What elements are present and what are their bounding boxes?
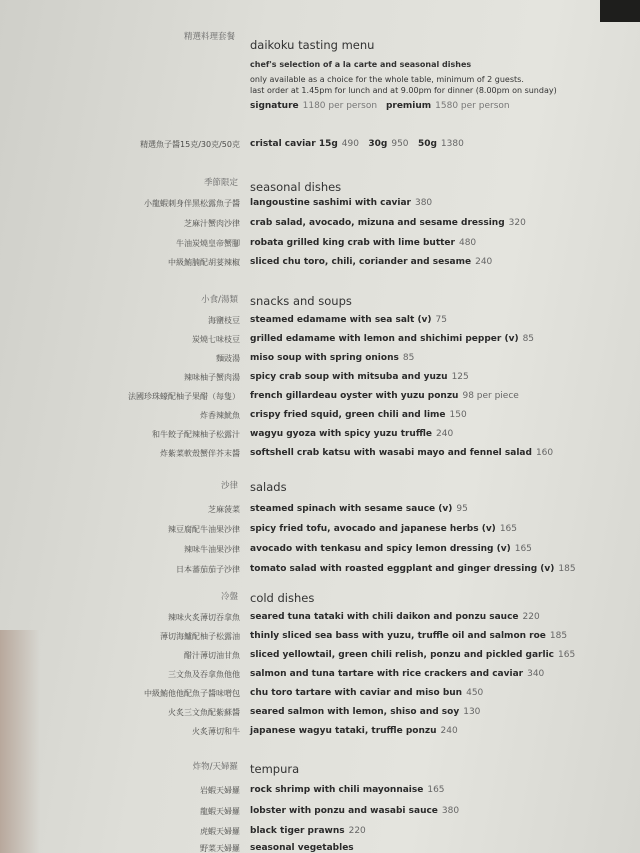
item-line bbox=[250, 391, 519, 401]
menu-item bbox=[0, 669, 640, 687]
item-line bbox=[250, 198, 432, 208]
item-price: 450 bbox=[466, 688, 484, 698]
caviar-w2: 30g bbox=[368, 139, 388, 149]
item-name: thinly sliced sea bass with yuzu, truffle oil and salmon roe bbox=[250, 631, 546, 641]
item-line bbox=[250, 429, 453, 439]
item-zh: 醋汁薄切油甘魚 bbox=[184, 651, 240, 660]
item-zh: 中級鮪他他配魚子醬味噌包 bbox=[144, 689, 240, 698]
item-price: 380 bbox=[441, 806, 460, 816]
item-zh: 辣味柚子蟹肉湯 bbox=[184, 373, 240, 382]
caviar-w3: 50g bbox=[417, 139, 437, 149]
item-name: rock shrimp with chili mayonnaise bbox=[250, 785, 424, 795]
caviar-w1: 15g bbox=[318, 139, 338, 149]
item-line bbox=[250, 353, 414, 363]
item-line bbox=[250, 564, 576, 574]
menu-item bbox=[0, 826, 640, 844]
item-zh: 火炙三文魚配紫蘇醬 bbox=[168, 708, 240, 717]
item-price: 130 bbox=[463, 707, 481, 717]
item-zh: 海鹽枝豆 bbox=[208, 316, 240, 325]
header-subtitle-text: chef's selection of a la carte and seasonal dishes bbox=[250, 60, 472, 69]
item-price: 240 bbox=[436, 429, 454, 439]
menu-item bbox=[0, 631, 640, 649]
item-name: black tiger prawns bbox=[250, 826, 345, 836]
menu-item bbox=[0, 564, 640, 582]
menu-item bbox=[0, 353, 640, 371]
item-price: 240 bbox=[475, 257, 493, 267]
item-line bbox=[250, 334, 534, 344]
item-zh: 芝麻菠菜 bbox=[208, 505, 240, 514]
item-name: steamed spinach with sesame sauce (v) bbox=[250, 504, 453, 514]
item-name: steamed edamame with sea salt (v) bbox=[250, 315, 432, 325]
item-name: salmon and tuna tartare with rice crackers and caviar bbox=[250, 669, 524, 679]
item-zh: 辣豆腐配牛油果沙律 bbox=[168, 525, 240, 534]
menu-item bbox=[0, 429, 640, 447]
item-zh: 芝麻汁蟹肉沙律 bbox=[184, 219, 240, 228]
premium-label: premium bbox=[385, 101, 432, 111]
caviar-p1: 490 bbox=[341, 139, 359, 149]
menu-item bbox=[0, 785, 640, 803]
menu-item bbox=[0, 448, 640, 466]
menu-item bbox=[0, 410, 640, 428]
menu-item bbox=[0, 504, 640, 522]
caviar-row bbox=[0, 139, 640, 157]
item-zh: 日本蕃茄茄子沙律 bbox=[176, 565, 240, 574]
signature-price: 1180 per person bbox=[302, 101, 378, 111]
item-zh: 小龍蝦刺身伴黑松露魚子醬 bbox=[144, 199, 240, 208]
item-name: sliced chu toro, chili, coriander and sesame bbox=[250, 257, 472, 267]
menu-item bbox=[0, 257, 640, 275]
menu-item bbox=[0, 524, 640, 542]
item-price: 340 bbox=[527, 669, 545, 679]
item-zh: 火炙薄切和牛 bbox=[192, 727, 240, 736]
item-name: lobster with ponzu and wasabi sauce bbox=[250, 806, 438, 816]
premium-price: 1580 per person bbox=[435, 101, 510, 111]
item-line bbox=[250, 826, 366, 836]
salads-title: salads bbox=[250, 480, 287, 494]
item-price: 165 bbox=[514, 544, 532, 554]
header-note-1: only available as a choice for the whole table, minimum of 2 guests. bbox=[250, 75, 524, 84]
item-name: french gillardeau oyster with yuzu ponzu bbox=[250, 391, 459, 401]
item-name: crab salad, avocado, mizuna and sesame dressing bbox=[250, 218, 505, 228]
item-line bbox=[250, 315, 447, 325]
item-price: 380 bbox=[414, 198, 433, 208]
item-zh: 法國珍珠蠔配柚子果醋（每隻） bbox=[128, 392, 240, 401]
menu-item bbox=[0, 198, 640, 216]
menu-item bbox=[0, 334, 640, 352]
item-line bbox=[250, 238, 476, 248]
item-line bbox=[250, 448, 553, 458]
item-zh: 辣味火炙薄切吞拿魚 bbox=[168, 613, 240, 622]
item-zh: 和牛餃子配辣柚子松露汁 bbox=[152, 430, 240, 439]
menu-item bbox=[0, 650, 640, 668]
item-name: japanese wagyu tataki, truffle ponzu bbox=[250, 726, 437, 736]
item-line bbox=[250, 726, 458, 736]
item-line bbox=[250, 669, 544, 679]
item-line bbox=[250, 612, 540, 622]
item-name: miso soup with spring onions bbox=[250, 353, 399, 363]
item-line bbox=[250, 650, 575, 660]
item-line bbox=[250, 257, 492, 267]
item-price: 160 bbox=[535, 448, 554, 458]
item-zh: 炭燒七味枝豆 bbox=[192, 335, 240, 344]
item-zh: 牛油炭燒皇帝蟹腳 bbox=[176, 239, 240, 248]
item-zh: 辣味牛油果沙律 bbox=[184, 545, 240, 554]
menu-item bbox=[0, 688, 640, 706]
item-name: avocado with tenkasu and spicy lemon dressing (v) bbox=[250, 544, 511, 554]
item-name: langoustine sashimi with caviar bbox=[250, 198, 411, 208]
menu-item bbox=[0, 612, 640, 630]
snacks-zh: 小食/湯類 bbox=[201, 295, 238, 305]
item-line bbox=[250, 410, 467, 420]
item-name: wagyu gyoza with spicy yuzu truffle bbox=[250, 429, 432, 439]
item-line bbox=[250, 688, 483, 698]
item-name: seared tuna tataki with chili daikon and ponzu sauce bbox=[250, 612, 519, 622]
item-line bbox=[250, 372, 469, 382]
menu-item bbox=[0, 726, 640, 744]
menu-item bbox=[0, 707, 640, 725]
page-title: daikoku tasting menu bbox=[250, 38, 375, 52]
item-price: 480 bbox=[458, 238, 477, 248]
item-zh: 炸紫菜軟殼蟹伴芥末醬 bbox=[160, 449, 240, 458]
item-price: 125 bbox=[451, 372, 469, 382]
menu-item bbox=[0, 544, 640, 562]
seasonal-zh: 季節限定 bbox=[203, 178, 238, 188]
caviar-name: cristal caviar bbox=[250, 139, 316, 149]
item-name: seasonal vegetables bbox=[250, 843, 354, 853]
tempura-title: tempura bbox=[250, 762, 300, 776]
cold-title: cold dishes bbox=[250, 591, 315, 605]
item-price: 185 bbox=[549, 631, 568, 641]
item-name: seared salmon with lemon, shiso and soy bbox=[250, 707, 460, 717]
item-name: sliced yellowtail, green chili relish, ponzu and pickled garlic bbox=[250, 650, 555, 660]
item-price: 165 bbox=[427, 785, 445, 795]
salads-zh: 沙律 bbox=[220, 481, 238, 491]
header-zh-title: 精選料理套餐 bbox=[183, 32, 235, 42]
item-zh: 三文魚及吞拿魚他他 bbox=[168, 670, 240, 679]
item-name: robata grilled king crab with lime butter bbox=[250, 238, 455, 248]
item-name: softshell crab katsu with wasabi mayo and fennel salad bbox=[250, 448, 532, 458]
item-name: spicy crab soup with mitsuba and yuzu bbox=[250, 372, 448, 382]
item-line bbox=[250, 806, 459, 816]
item-line bbox=[250, 631, 567, 641]
item-line bbox=[250, 544, 532, 554]
item-name: chu toro tartare with caviar and miso bun bbox=[250, 688, 463, 698]
item-price: 75 bbox=[435, 315, 447, 325]
item-zh: 中級鮪腩配胡荽辣椒 bbox=[168, 258, 240, 267]
item-price: 185 bbox=[558, 564, 576, 574]
item-price: 320 bbox=[508, 218, 526, 228]
item-price: 85 bbox=[522, 334, 535, 344]
item-zh: 炸香辣魷魚 bbox=[200, 411, 240, 420]
item-price: 240 bbox=[440, 726, 458, 736]
seasonal-title: seasonal dishes bbox=[250, 180, 342, 194]
item-zh: 野菜天婦羅 bbox=[200, 844, 240, 853]
caviar-line bbox=[250, 139, 464, 149]
header-subtitle bbox=[250, 60, 471, 69]
pricing-line bbox=[250, 101, 516, 111]
item-price: 98 per piece bbox=[462, 391, 519, 401]
header-note-2: last order at 1.45pm for lunch and at 9.00pm for dinner (8.00pm on sunday) bbox=[250, 86, 557, 95]
menu-item bbox=[0, 843, 640, 853]
cold-zh: 冷盤 bbox=[220, 592, 238, 602]
item-zh: 龍蝦天婦羅 bbox=[200, 807, 240, 816]
menu-item bbox=[0, 218, 640, 236]
item-price: 85 bbox=[402, 353, 415, 363]
signature-label: signature bbox=[250, 101, 299, 111]
menu-item bbox=[0, 238, 640, 256]
item-line bbox=[250, 218, 526, 228]
menu-item bbox=[0, 372, 640, 390]
item-price: 165 bbox=[558, 650, 576, 660]
item-name: tomato salad with roasted eggplant and ginger dressing (v) bbox=[250, 564, 555, 574]
item-line bbox=[250, 843, 358, 853]
item-price: 150 bbox=[449, 410, 467, 420]
item-price: 165 bbox=[499, 524, 517, 534]
item-price: 220 bbox=[522, 612, 540, 622]
menu-item bbox=[0, 315, 640, 333]
item-zh: 麵豉湯 bbox=[216, 354, 240, 363]
item-name: spicy fried tofu, avocado and japanese herbs (v) bbox=[250, 524, 496, 534]
item-line bbox=[250, 707, 480, 717]
item-price: 95 bbox=[456, 504, 468, 514]
item-line bbox=[250, 785, 445, 795]
tempura-zh: 炸物/天婦羅 bbox=[192, 762, 238, 772]
item-zh: 薄切海鱸配柚子松露油 bbox=[160, 632, 240, 641]
item-name: grilled edamame with lemon and shichimi pepper (v) bbox=[250, 334, 519, 344]
item-name: crispy fried squid, green chili and lime bbox=[250, 410, 446, 420]
item-line bbox=[250, 504, 468, 514]
menu-item bbox=[0, 391, 640, 409]
caviar-zh: 精選魚子醬15克/30克/50克 bbox=[140, 140, 240, 149]
menu-item bbox=[0, 806, 640, 824]
caviar-p3: 1380 bbox=[440, 139, 464, 149]
caviar-p2: 950 bbox=[391, 139, 409, 149]
item-line bbox=[250, 524, 517, 534]
page-corner-shadow bbox=[600, 0, 640, 22]
item-zh: 岩蝦天婦羅 bbox=[200, 786, 240, 795]
snacks-title: snacks and soups bbox=[250, 294, 352, 308]
item-zh: 虎蝦天婦羅 bbox=[200, 827, 240, 836]
item-price: 220 bbox=[348, 826, 366, 836]
